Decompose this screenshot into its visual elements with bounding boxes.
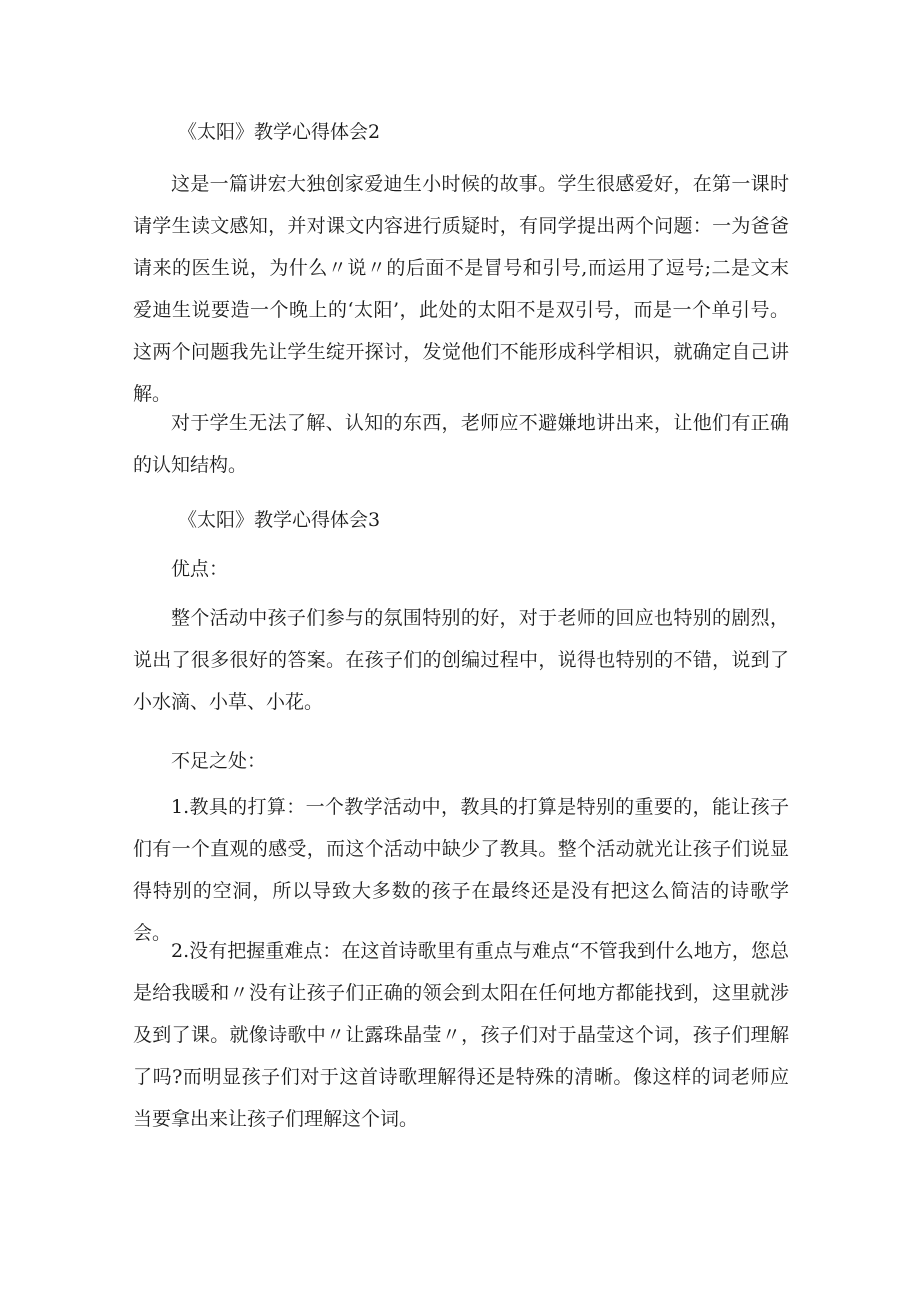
section-3-heading: 《太阳》教学心得体会3 <box>178 509 381 531</box>
section-2-paragraph-1: 这是一篇讲宏大独创家爱迪生小时候的故事。学生很感爱好，在第一课时请学生读文感知，并对课文内容进行质疑时，有同学提出两个问题：一为爸爸请来的医生说，为什么〃说〃的后面不是冒号和引号,而运用了逗号;二是文末爱迪生说要造一个晚上的‘太阳’，此处的太阳不是双引号，而是一个单引号。这两个问题我先让学生绽开探讨，发觉他们不能形成科学相识，就确定自己讲解。 <box>133 173 789 405</box>
section-2-paragraph-2: 对于学生无法了解、认知的东西，老师应不避嫌地讲出来，让他们有正确的认知结构。 <box>133 412 789 476</box>
strengths-paragraph: 整个活动中孩子们参与的氛围特别的好，对于老师的回应也特别的剧烈，说出了很多很好的答案。在孩子们的创编过程中，说得也特别的不错，说到了小水滴、小草、小花。 <box>133 607 789 713</box>
weakness-item-1: 1.教具的打算：一个教学活动中，教具的打算是特别的重要的，能让孩子们有一个直观的感受，而这个活动中缺少了教具。整个活动就光让孩子们说显得特别的空洞，所以导致大多数的孩子在最终还是没有把这么简洁的诗歌学会。 <box>133 796 789 944</box>
weakness-item-2: 2.没有把握重难点：在这首诗歌里有重点与难点“不管我到什么地方，您总是给我暖和〃没有让孩子们正确的领会到太阳在任何地方都能找到，这里就涉及到了课。就像诗歌中〃让露珠晶莹〃，孩子们对于晶莹这个词，孩子们理解了吗?而明显孩子们对于这首诗歌理解得还是特殊的清晰。像这样的词老师应当要拿出来让孩子们理解这个词。 <box>133 940 789 1130</box>
weaknesses-label: 不足之处： <box>171 750 267 772</box>
strengths-label: 优点： <box>171 558 229 580</box>
section-2-heading: 《太阳》教学心得体会2 <box>178 121 381 143</box>
